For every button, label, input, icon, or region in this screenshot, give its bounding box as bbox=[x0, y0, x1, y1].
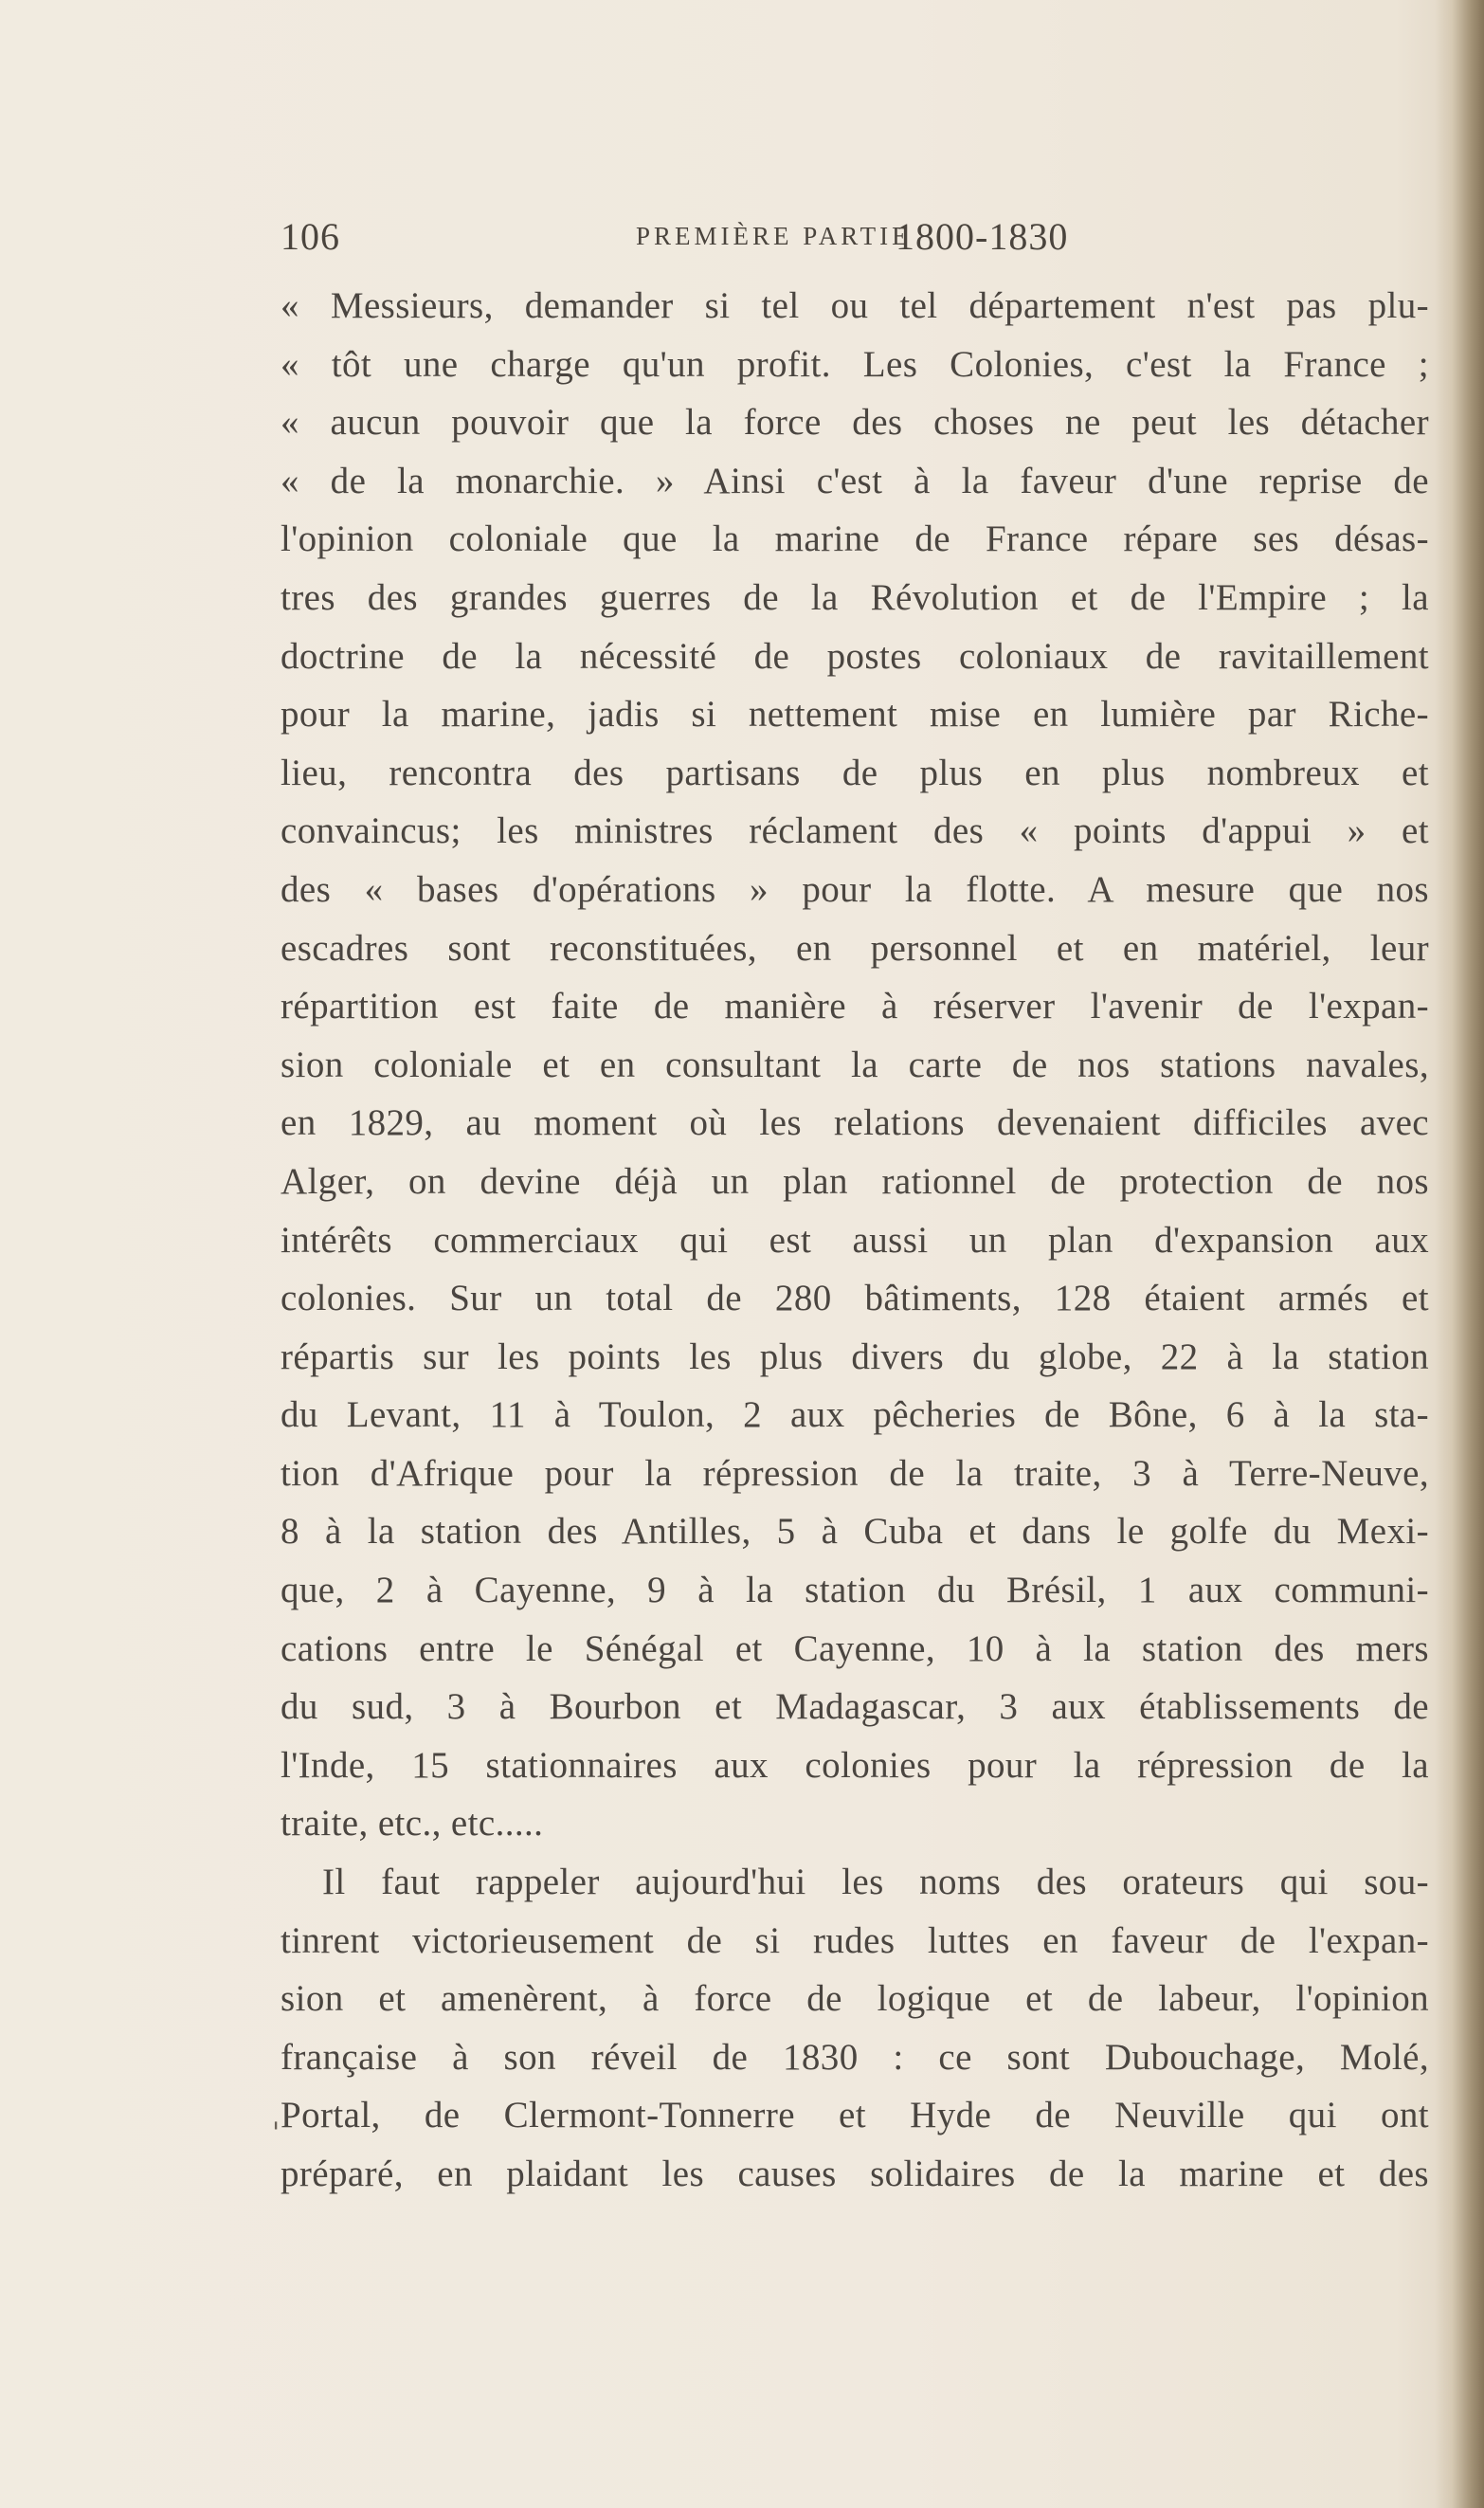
text-line: du Levant, 11 à Toulon, 2 aux pêcheries de Bône, 6 à la sta- bbox=[281, 1394, 1429, 1436]
text-line: l'Inde, 15 stationnaires aux colonies pour la répression de la bbox=[281, 1744, 1429, 1786]
text-line: cations entre le Sénégal et Cayenne, 10 à la station des mers bbox=[281, 1627, 1429, 1669]
text-line: lieu, rencontra des partisans de plus en plus nombreux et bbox=[281, 752, 1429, 793]
text-line: Alger, on devine déjà un plan rationnel de protection de nos bbox=[281, 1160, 1429, 1202]
running-head-years: 1800-1830 bbox=[896, 215, 1069, 258]
text-line: répartition est faite de manière à réserver l'avenir de l'expan- bbox=[281, 986, 1429, 1027]
body-text bbox=[281, 277, 1429, 2204]
text-line: doctrine de la nécessité de postes coloniaux de ravitaillement bbox=[281, 635, 1429, 677]
text-line: répartis sur les points les plus divers du globe, 22 à la station bbox=[281, 1336, 1429, 1377]
text-line: tinrent victorieusement de si rudes luttes en faveur de l'expan- bbox=[281, 1919, 1429, 1961]
text-line: Portal, de Clermont-Tonnerre et Hyde de Neuville qui ont bbox=[281, 2095, 1429, 2136]
text-line: « Messieurs, demander si tel ou tel département n'est pas plu- bbox=[281, 285, 1429, 326]
text-line: convaincus; les ministres réclament des « points d'appui » et bbox=[281, 810, 1429, 852]
text-line: des « bases d'opérations » pour la flotte. A mesure que nos bbox=[281, 868, 1429, 910]
text-line: en 1829, au moment où les relations devenaient difficiles avec bbox=[281, 1102, 1429, 1144]
text-line: sion coloniale et en consultant la carte de nos stations navales, bbox=[281, 1044, 1429, 1085]
text-line-paragraph-start: Il faut rappeler aujourd'hui les noms des orateurs qui sou- bbox=[322, 1862, 1429, 1903]
page-binding-edge bbox=[1435, 0, 1484, 2508]
margin-mark: ' bbox=[272, 2117, 281, 2150]
text-line: intérêts commerciaux qui est aussi un plan d'expansion aux bbox=[281, 1219, 1429, 1261]
text-line: l'opinion coloniale que la marine de France répare ses désas- bbox=[281, 518, 1429, 560]
text-line: sion et amenèrent, à force de logique et de labeur, l'opinion bbox=[281, 1978, 1429, 2020]
text-line: tres des grandes guerres de la Révolution et de l'Empire ; la bbox=[281, 576, 1429, 618]
text-line-paragraph-end: traite, etc., etc..... bbox=[281, 1803, 544, 1845]
text-line: colonies. Sur un total de 280 bâtiments, 128 étaient armés et bbox=[281, 1278, 1429, 1319]
text-line: « tôt une charge qu'un profit. Les Colonies, c'est la France ; bbox=[281, 343, 1429, 385]
running-head-title: PREMIÈRE PARTIE bbox=[636, 222, 912, 250]
text-line: 8 à la station des Antilles, 5 à Cuba et dans le golfe du Mexi- bbox=[281, 1511, 1429, 1553]
text-line: préparé, en plaidant les causes solidaires de la marine et des bbox=[281, 2154, 1429, 2194]
text-line: française à son réveil de 1830 : ce sont Dubouchage, Molé, bbox=[281, 2036, 1429, 2078]
text-line: du sud, 3 à Bourbon et Madagascar, 3 aux établissements de bbox=[281, 1686, 1429, 1728]
text-line: « aucun pouvoir que la force des choses ne peut les détacher bbox=[281, 402, 1429, 444]
text-line: escadres sont reconstituées, en personnel et en matériel, leur bbox=[281, 927, 1429, 969]
text-line: « de la monarchie. » Ainsi c'est à la faveur d'une reprise de bbox=[281, 460, 1429, 501]
text-line: tion d'Afrique pour la répression de la traite, 3 à Terre-Neuve, bbox=[281, 1452, 1429, 1494]
running-head bbox=[281, 214, 1090, 262]
text-line: que, 2 à Cayenne, 9 à la station du Brésil, 1 aux communi- bbox=[281, 1570, 1429, 1611]
text-line: pour la marine, jadis si nettement mise en lumière par Riche- bbox=[281, 694, 1429, 736]
page-number: 106 bbox=[281, 215, 340, 258]
